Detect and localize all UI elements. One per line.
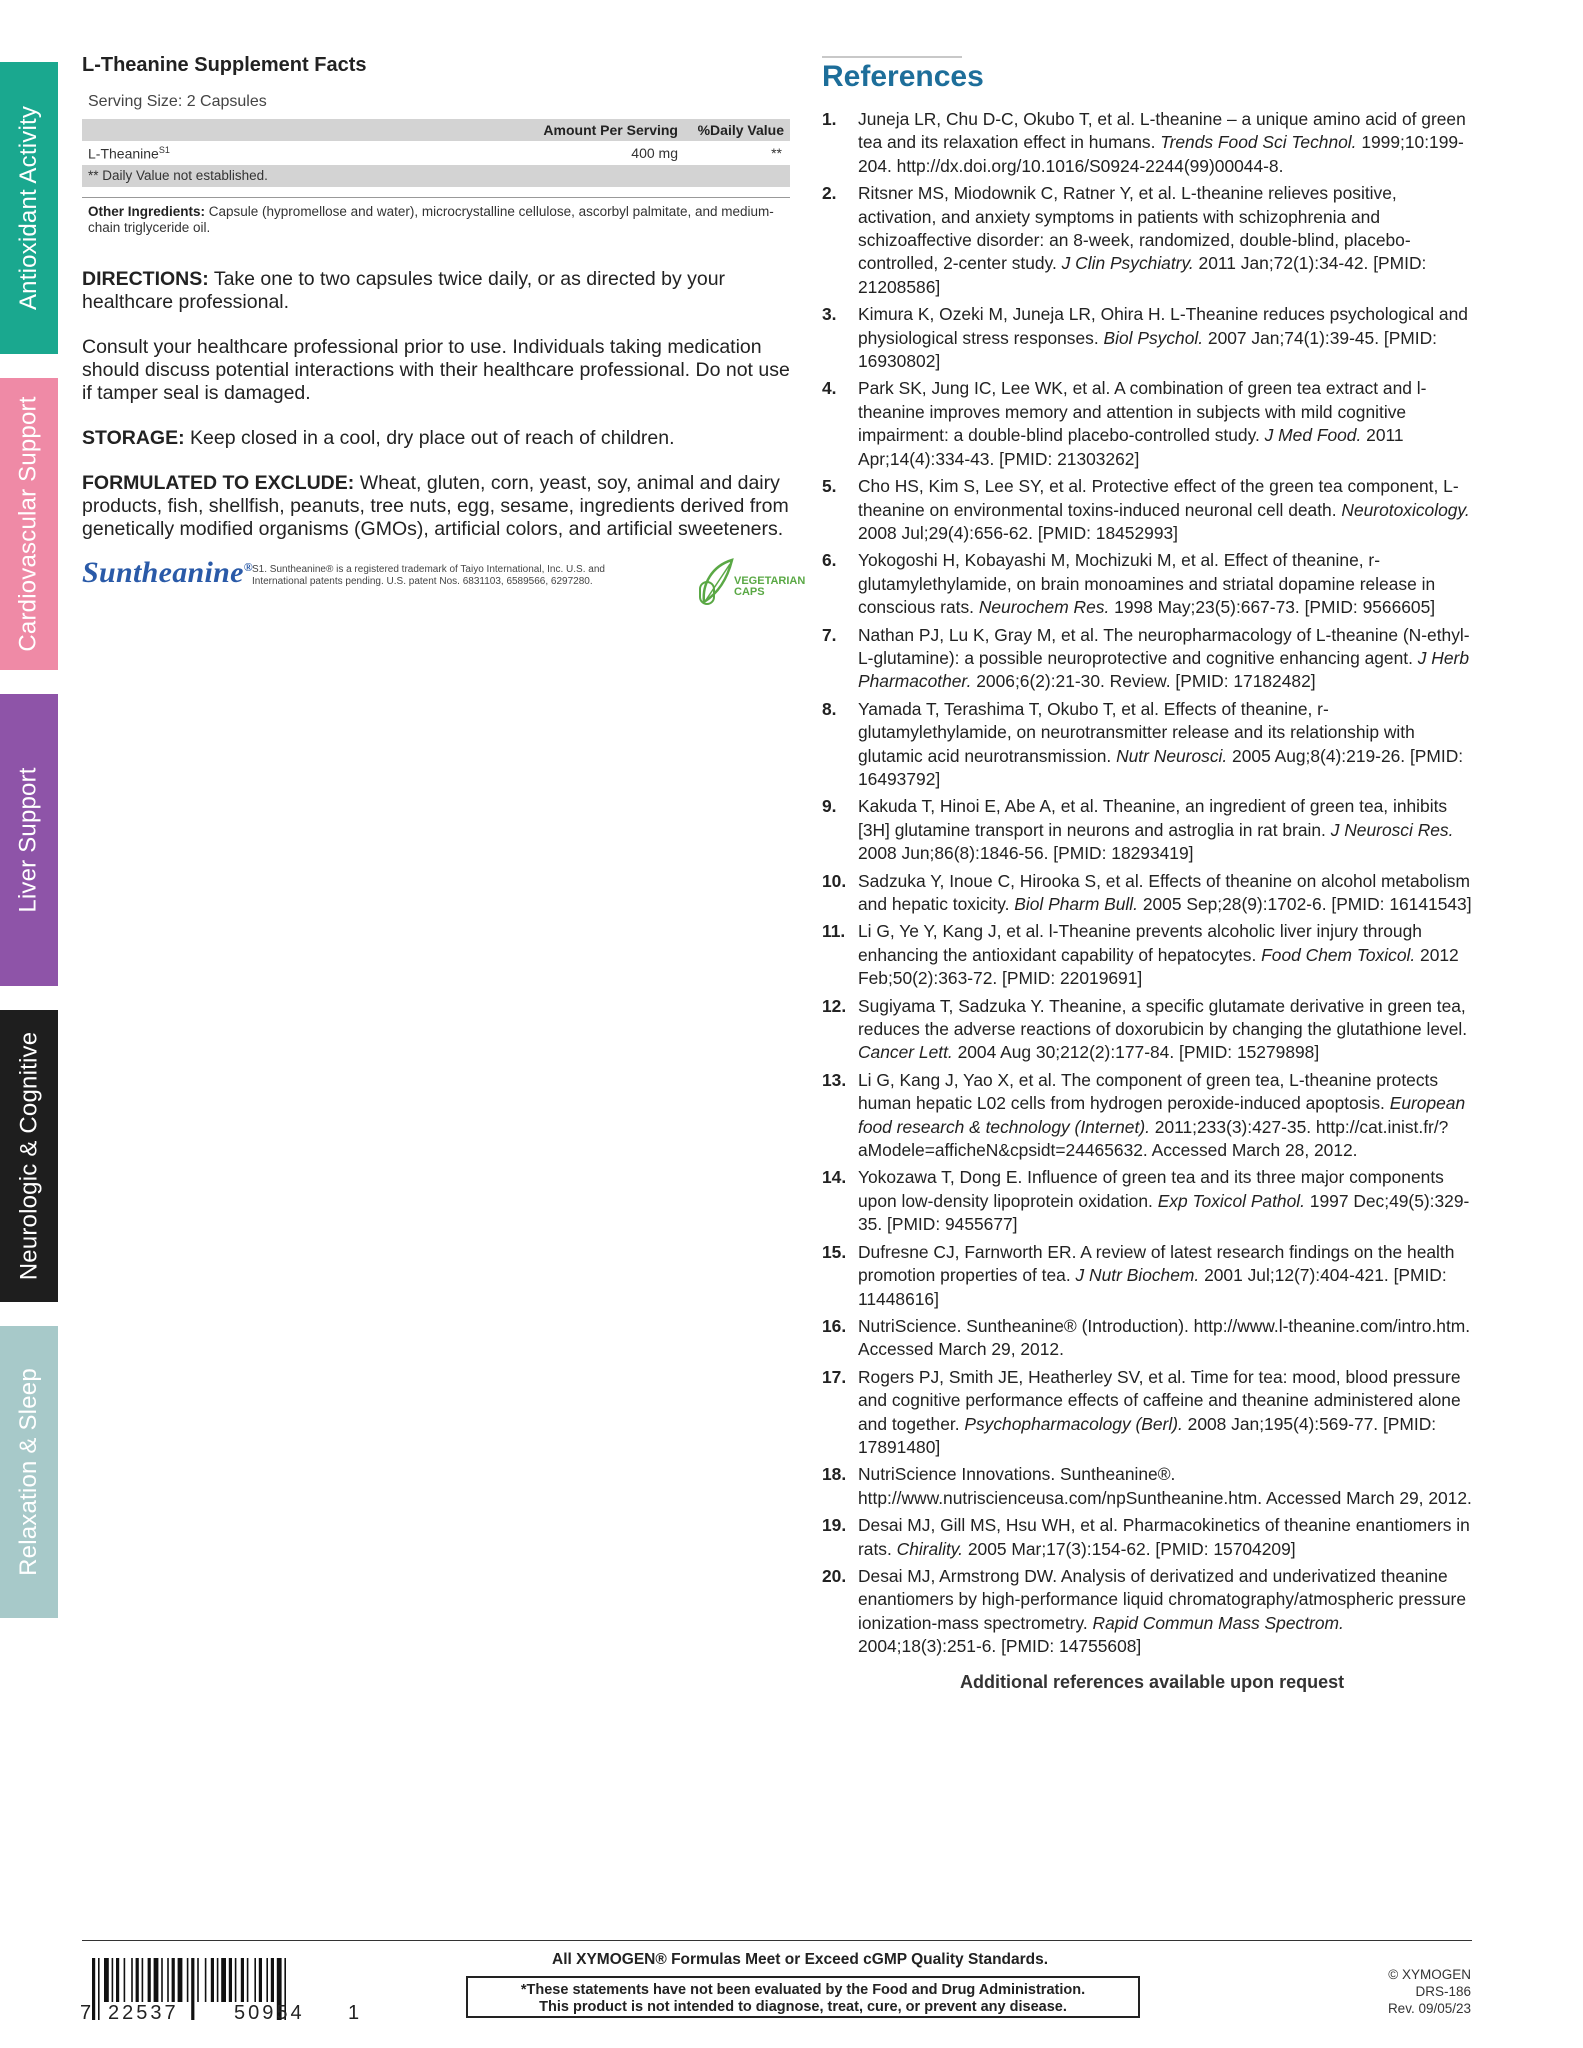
reference-citation: 2008 Jun;86(8):1846-56. [PMID: 18293419] [858,843,1194,864]
reference-number: 17. [822,1366,847,1387]
reference-text: Kimura K, Ozeki M, Juneja LR, Ohira H. L-Theanine reduces psychological and physiological stress responses. [858,304,1468,348]
left-column [82,54,790,541]
reference-text: Desai MJ, Armstrong DW. Analysis of derivatized and underivatized theanine enantiomers by high-performance liquid chromatography/atmospheric pressure ionization-mass spectrometry. [858,1565,1467,1633]
reference-number: 6. [822,550,837,571]
reference-text: Nathan PJ, Lu K, Gray M, et al. The neuropharmacology of L-theanine (N-ethyl-L-glutamine): a possible neuroprotective and cognitive enhancing agent. [858,624,1470,668]
daily-value-footnote: ** Daily Value not established. [82,165,790,187]
barcode-digits-left: 22537 [108,2002,179,2024]
reference-citation: 2001 Jul;12(7):404-421. [PMID: 11448616] [858,1265,1447,1309]
references-title: References [822,60,984,93]
side-tab-label: Liver Support [15,767,43,913]
fda-disclaimer [466,1976,1140,2018]
reference-journal: Rapid Commun Mass Spectrom. [1092,1612,1344,1633]
reference-item [822,1241,1472,1311]
side-tab-neurologic[interactable] [0,1010,58,1302]
reference-journal: Chirality. [896,1538,964,1559]
reference-journal: Neurochem Res. [978,597,1110,618]
reference-journal: Trends Food Sci Technol. [1160,132,1357,153]
serving-size: Serving Size: 2 Capsules [88,93,267,110]
footer-rule [82,1940,1472,1941]
reference-item [822,108,1472,178]
reference-item [822,377,1472,471]
reference-text: Cho HS, Kim S, Lee SY, et al. Protective effect of the green tea component, L-theanine on environmental toxins-induced neuronal cell death. [858,476,1459,520]
reference-text: NutriScience. Suntheanine® (Introduction). http://www.l-theanine.com/intro.htm. Accessed March 29, 2012. [858,1315,1471,1360]
exclude-label: FORMULATED TO EXCLUDE: [82,472,355,494]
reference-item [822,1166,1472,1236]
reference-citation: 2007 Jan;74(1):39-45. [PMID: 16930802] [858,327,1438,372]
suntheanine-logo-text: Suntheanine [82,556,244,589]
revision-date: Rev. 09/05/23 [1387,2001,1471,2016]
references-rule [822,56,962,58]
directions-text: Take one to two capsules twice daily, or as directed by your healthcare professional. [82,268,726,313]
reference-citation: 2011 Jan;72(1):34-42. [PMID: 21208586] [858,253,1427,297]
formulated-to-exclude [82,472,790,541]
reference-journal: Biol Pharm Bull. [1014,894,1138,914]
reference-citation: 2005 Mar;17(3):154-62. [PMID: 15704209] [963,1538,1296,1559]
reference-citation: 1998 May;23(5):667-73. [PMID: 9566605] [1109,597,1436,618]
reference-citation: 2012 Feb;50(2):363-72. [PMID: 22019691] [858,944,1459,989]
document-code: DRS-186 [1415,1984,1471,1999]
side-tab-antioxidant[interactable] [0,62,58,354]
reference-item [822,1565,1472,1659]
reference-number: 2. [822,183,837,204]
reference-citation: 2005 Sep;28(9):1702-6. [PMID: 16141543] [1138,894,1472,914]
reference-text: Dufresne CJ, Farnworth ER. A review of latest research findings on the health promotion properties of tea. [858,1241,1455,1286]
reference-journal: Neurotoxicology. [1341,499,1470,520]
reference-journal: Food Chem Toxicol. [1261,944,1416,965]
reference-journal: Exp Toxicol Pathol. [1157,1190,1305,1211]
reference-journal: J Clin Psychiatry. [1061,253,1194,274]
copyright: © XYMOGEN [1388,1967,1471,1982]
reference-number: 10. [822,870,847,891]
reference-text: Sadzuka Y, Inoue C, Hirooka S, et al. Effects of theanine on alcohol metabolism and hepatic toxicity. [858,870,1470,914]
reference-journal: Psychopharmacology (Berl). [964,1413,1183,1434]
reference-item [822,698,1472,792]
reference-number: 9. [822,796,837,817]
reference-text: Yokozawa T, Dong E. Influence of green tea and its three major components upon low-density lipoprotein oxidation. [858,1167,1444,1211]
reference-number: 14. [822,1167,847,1188]
fda-disclaimer-line-2: This product is not intended to diagnose, treat, cure, or prevent any disease. [539,1999,1067,2015]
reference-citation: 2008 Jan;195(4):569-77. [PMID: 17891480] [858,1413,1437,1457]
reference-item [822,624,1472,694]
reference-item [822,1514,1472,1561]
consult-text: Consult your healthcare professional prior to use. Individuals taking medication should discuss potential interactions with their healthcare professional. Do not use if tamper seal is damaged. [82,336,790,404]
daily-value-column-header: %Daily Value [697,122,784,138]
reference-journal: Nutr Neurosci. [1116,745,1228,766]
facts-table-header [82,119,790,141]
reference-citation: 2005 Aug;8(4):219-26. [PMID: 16493792] [858,745,1464,789]
directions [82,268,790,314]
barcode-digits-right: 50954 [234,2002,305,2024]
reference-citation: 2008 Jul;29(4):656-62. [PMID: 18452993] [858,522,1179,543]
reference-number: 5. [822,476,837,497]
other-ingredients-label: Other Ingredients: [88,204,206,219]
reference-number: 7. [822,624,837,645]
reference-journal: J Herb Pharmacother. [858,647,1469,692]
ingredient-superscript: S1 [158,145,170,155]
reference-number: 15. [822,1241,847,1262]
reference-number: 16. [822,1315,847,1336]
side-tab-label: Cardiovascular Support [15,396,43,652]
reference-number: 20. [822,1565,847,1586]
trademark-note: S1. Suntheanine® is a registered trademark of Taiyo International, Inc. U.S. and International patents pending. U.S. patent Nos. 6831103, 6589566, 6297280. [252,564,605,587]
reference-citation: 2006;6(2):21-30. Review. [PMID: 17182482] [971,671,1316,692]
ingredient-name [88,145,170,162]
side-tab-relaxation[interactable] [0,1326,58,1618]
reference-journal: J Med Food. [1264,425,1362,446]
reference-item [822,475,1472,545]
reference-number: 4. [822,378,837,399]
reference-item [822,920,1472,990]
amount-column-header: Amount Per Serving [543,122,678,138]
reference-citation: 1997 Dec;49(5):329-35. [PMID: 9455677] [858,1190,1470,1235]
reference-text: Kakuda T, Hinoi E, Abe A, et al. Theanine, an ingredient of green tea, inhibits [3H] glutamine transport in neurons and astroglia in rat brain. [858,796,1448,840]
reference-number: 1. [822,109,837,129]
reference-item [822,870,1472,917]
vegetarian-caps-badge [698,556,806,606]
reference-text: Rogers PJ, Smith JE, Heatherley SV, et al. Time for tea: mood, blood pressure and cognitive performance effects of caffeine and theanine administered alone and together. [858,1366,1461,1434]
veg-line-2: CAPS [734,586,765,598]
reference-journal: J Nutr Biochem. [1075,1265,1200,1286]
reference-item [822,995,1472,1065]
vegetarian-caps-text [734,575,806,598]
reference-citation: 2004;18(3):251-6. [PMID: 14755608] [858,1636,1142,1657]
reference-text: Park SK, Jung IC, Lee WK, et al. A combination of green tea extract and l-theanine improves memory and attention in subjects with mild cognitive impairment: a double-blind placebo-controlled study. [858,378,1427,446]
references-section [822,56,1472,1663]
reference-text: Desai MJ, Gill MS, Hsu WH, et al. Pharmacokinetics of theanine enantiomers in rats. [858,1515,1470,1559]
reference-text: Ritsner MS, Miodownik C, Ratner Y, et al. L-theanine relieves positive, activation, and anxiety symptoms in patients with schizophrenia and schizoaffective disorder: an 8-week, randomized, double-blind, placebo-controlled, 2-center study. [858,183,1411,274]
reference-number: 8. [822,698,837,719]
reference-item [822,795,1472,865]
registered-mark: ® [243,560,253,574]
reference-number: 19. [822,1515,847,1536]
reference-text: Li G, Ye Y, Kang J, et al. l-Theanine prevents alcoholic liver injury through enhancing the antioxidant capability of hepatocytes. [858,921,1422,965]
reference-text: Yamada T, Terashima T, Okubo T, et al. Effects of theanine, r-glutamylethylamide, on neurotransmitter release and its relationship with glutamic acid neurotransmission. [858,698,1415,766]
reference-text: NutriScience Innovations. Suntheanine®. http://www.nutriscienceusa.com/npSuntheanine.htm. Accessed March 29, 2012. [858,1464,1472,1508]
reference-journal: European food research & technology (Internet). [858,1093,1466,1137]
reference-journal: Biol Psychol. [1103,327,1204,348]
ingredient-daily-value: ** [771,145,782,161]
additional-references-note: Additional references available upon request [960,1672,1345,1692]
storage-text: Keep closed in a cool, dry place out of reach of children. [184,427,675,449]
reference-number: 18. [822,1464,847,1485]
reference-citation: 2011 Apr;14(4):334-43. [PMID: 21303262] [858,425,1404,469]
directions-label: DIRECTIONS: [82,268,209,290]
suntheanine-logo [82,556,253,590]
cgmp-claim: All XYMOGEN® Formulas Meet or Exceed cGMP Quality Standards. [552,1951,1049,1968]
reference-citation: 2004 Aug 30;212(2):177-84. [PMID: 15279898] [952,1042,1320,1063]
reference-text: Li G, Kang J, Yao X, et al. The component of green tea, L-theanine protects human hepatic L02 cells from hydrogen peroxide-induced apoptosis. [858,1069,1439,1114]
reference-item [822,1315,1472,1362]
reference-item [822,1463,1472,1510]
other-ingredients [82,197,790,236]
reference-item [822,1069,1472,1163]
reference-item [822,303,1472,373]
barcode-digit-last: 1 [348,2002,360,2024]
brand-row [82,556,806,606]
exclude-text: Wheat, gluten, corn, yeast, soy, animal and dairy products, fish, shellfish, peanuts, tree nuts, egg, sesame, ingredients derived from genetically modified organisms (GMOs), artificial colors, and artificial sweeteners. [82,472,789,540]
reference-number: 12. [822,995,847,1016]
side-tab-label: Relaxation & Sleep [15,1368,43,1576]
ingredient-amount: 400 mg [631,145,678,161]
reference-item [822,1366,1472,1460]
reference-journal: Cancer Lett. [858,1042,953,1063]
reference-number: 13. [822,1069,847,1090]
fda-disclaimer-line-1: *These statements have not been evaluated by the Food and Drug Administration. [520,1982,1086,1998]
reference-text: Juneja LR, Chu D-C, Okubo T, et al. L-theanine – a unique amino acid of green tea and its relaxation effect in humans. [858,109,1466,153]
other-ingredients-text: Capsule (hypromellose and water), microcrystalline cellulose, ascorbyl palmitate, and medium-chain triglyceride oil. [88,204,774,235]
ingredient-name-text: L-Theanine [88,145,159,162]
reference-text: Yokogoshi H, Kobayashi M, Mochizuki M, et al. Effect of theanine, r-glutamylethylamide, on brain monoamines and striatal dopamine release in conscious rats. [858,550,1436,618]
storage-label: STORAGE: [82,427,185,449]
reference-item [822,549,1472,619]
capsule-leaf-icon [698,556,738,606]
veg-line-1: VEGETARIAN [734,575,806,587]
reference-number: 3. [822,304,837,325]
reference-item [822,182,1472,299]
reference-citation: 2011;233(3):427-35. http://cat.inist.fr/?aModele=afficheN&cpsidt=24465632. Accessed March 28, 2012. [858,1116,1449,1161]
reference-journal: J Neurosci Res. [1330,819,1454,840]
legal-info [1388,1966,1471,2017]
storage [82,427,790,450]
side-tab-cardiovascular[interactable] [0,378,58,670]
references-list [822,108,1472,1659]
side-tab-liver[interactable] [0,694,58,986]
reference-citation: 1999;10:199-204. http://dx.doi.org/10.1016/S0924-2244(99)00044-8. [858,132,1464,176]
barcode-digit-first: 7 [80,2002,92,2024]
reference-text: Sugiyama T, Sadzuka Y. Theanine, a specific glutamate derivative in green tea, reduces the adverse reactions of doxorubicin by changing the glutathione level. [858,995,1468,1040]
side-tab-label: Neurologic & Cognitive [15,1031,42,1281]
supplement-facts-title: L-Theanine Supplement Facts [82,54,367,76]
reference-number: 11. [822,921,846,942]
facts-table-row [82,141,790,165]
side-tab-label: Antioxidant Activity [15,105,43,311]
